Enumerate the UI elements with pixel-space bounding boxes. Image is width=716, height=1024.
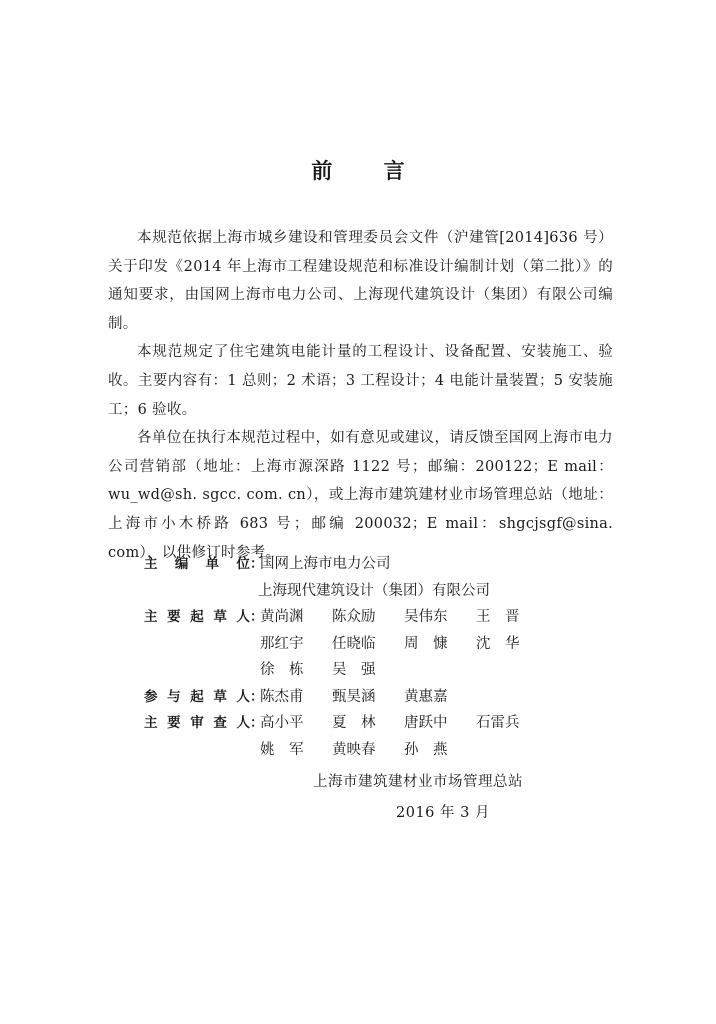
main-drafter-names: [260, 604, 610, 684]
credit-label-participating-drafters: 参 与 起 草 人 ：: [144, 688, 264, 705]
drafter-name: 王 晋: [476, 609, 520, 625]
reviewer-name: 孙 燕: [404, 741, 448, 758]
drafter-name: 陈众励: [332, 609, 376, 625]
page-title: 前 言: [311, 159, 427, 183]
drafter-name: 黄尚渊: [260, 609, 304, 625]
reviewer-name: 石雷兵: [476, 715, 520, 731]
issuer-organization: 上海市建筑建材业市场管理总站: [313, 774, 523, 790]
preface-body: [108, 224, 613, 567]
participating-drafter-names: [260, 684, 610, 711]
reviewer-name: 唐跃中: [404, 715, 448, 731]
credit-row-main-drafters: [144, 604, 610, 684]
issue-date: 2016 年 3 月: [396, 805, 490, 821]
drafter-name: 沈 华: [476, 635, 520, 652]
editor-org: 国网上海市电力公司: [260, 556, 391, 572]
credit-label-editor-unit: 主 编 单 位 ：: [144, 556, 264, 572]
drafter-name: 吴伟东: [404, 609, 448, 625]
credit-row-main-reviewers: [144, 710, 610, 763]
credit-row-participating-drafters: [144, 684, 610, 711]
paragraph-basis: 本规范依据上海市城乡建设和管理委员会文件（沪建管[2014]636 号）关于印发《2014 年上海市工程建设规范和标准设计编制计划（第二批）》的通知要求，由国网上海市电力公司、上海现代建筑设计（集团）有限公司编制。: [108, 230, 613, 332]
editor-org: 上海现代建筑设计（集团）有限公司: [258, 582, 490, 599]
credits-block: [144, 551, 610, 763]
drafter-name: 周 慷: [404, 635, 448, 652]
reviewer-name: 夏 林: [332, 715, 376, 731]
drafter-name: 陈杰甫: [260, 688, 304, 705]
drafter-name: 任晓临: [332, 635, 376, 652]
credit-label-main-drafters: 主 要 起 草 人 ：: [144, 609, 264, 625]
credit-row-editor-unit: [144, 551, 610, 578]
credit-label-main-reviewers: 主 要 审 查 人 ：: [144, 715, 264, 731]
reviewer-name: 姚 军: [260, 741, 304, 758]
paragraph-scope: 本规范规定了住宅建筑电能计量的工程设计、设备配置、安装施工、验收。主要内容有：1 总则；2 术语；3 工程设计；4 电能计量装置；5 安装施工；6 验收。: [108, 344, 613, 418]
credit-row-editor-unit-2: [144, 578, 610, 605]
drafter-name: 甄昊涵: [332, 688, 376, 705]
drafter-name: 那红宇: [260, 635, 304, 652]
reviewer-name: 高小平: [260, 715, 304, 731]
reviewer-name: 黄映春: [332, 741, 376, 758]
drafter-name: 徐 栋: [260, 662, 304, 678]
main-reviewer-names: [260, 710, 610, 763]
drafter-name: 吴 强: [332, 662, 376, 678]
drafter-name: 黄惠嘉: [404, 688, 448, 705]
paragraph-feedback: 各单位在执行本规范过程中，如有意见或建议，请反馈至国网上海市电力公司营销部（地址：上海市源深路 1122 号；邮编：200122；E mail：wu_wd@sh. sgcc. com. cn），或上海市建筑建材业市场管理总站（地址：上海市小木桥路 683 号；邮编 200032；E mail：shgcjsgf@sina. com），以供修订时参考。: [108, 430, 613, 561]
